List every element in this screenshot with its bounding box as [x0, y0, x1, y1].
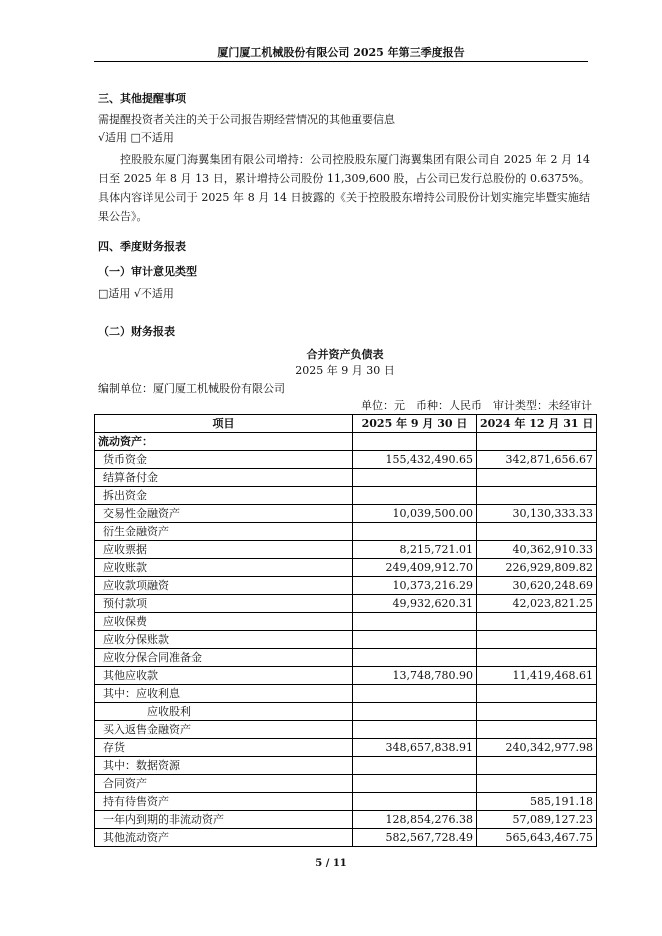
row-label: 合同资产: [95, 775, 353, 793]
units-note: 单位：元 币种：人民币 审计类型：未经审计: [361, 399, 592, 412]
audit-opinion-heading: （一）审计意见类型: [98, 265, 197, 278]
table-row: [95, 721, 597, 739]
table-row: [95, 775, 597, 793]
row-value-2025: [353, 721, 477, 739]
row-label: 存货: [95, 739, 353, 757]
row-value-2025: [353, 613, 477, 631]
page-number: 5 / 11: [315, 858, 347, 869]
row-value-2024: [477, 487, 597, 505]
financial-statements-heading: （二）财务报表: [98, 325, 175, 338]
row-label: 一年内到期的非流动资产: [95, 811, 353, 829]
row-value-2024: 30,620,248.69: [477, 577, 597, 595]
row-value-2024: 585,191.18: [477, 793, 597, 811]
row-value-2025: [353, 487, 477, 505]
row-label: 持有待售资产: [95, 793, 353, 811]
row-label: 其中：应收利息: [95, 685, 353, 703]
section3-paragraph: 控股股东厦门海翼集团有限公司增持：公司控股股东厦门海翼集团有限公司自 2025 年 2 月 14 日至 2025 年 8 月 13 日，累计增持公司股份 11,309,600 股，占公司已发行总股份的 0.6375%。具体内容详见公司于 2025 年 8 月 14 日披露的《关于控股股东增持公司股份计划实施完毕暨实施结果公告》。: [98, 153, 590, 223]
table-row: [95, 811, 597, 829]
table-section-row: [95, 433, 597, 451]
row-label: 结算备付金: [95, 469, 353, 487]
table-row: [95, 757, 597, 775]
table-row: [95, 829, 597, 847]
row-value-2024: [477, 631, 597, 649]
table-row: [95, 595, 597, 613]
row-label: 买入返售金融资产: [95, 721, 353, 739]
table-row: [95, 541, 597, 559]
table-header-row: [95, 415, 597, 433]
row-value-2025: 348,657,838.91: [353, 739, 477, 757]
section4-heading: 四、季度财务报表: [98, 240, 186, 253]
row-label: 应收保费: [95, 613, 353, 631]
table-row: [95, 631, 597, 649]
section3-heading: 三、其他提醒事项: [98, 92, 186, 105]
row-label: 交易性金融资产: [95, 505, 353, 523]
table-row: [95, 469, 597, 487]
row-label: 衍生金融资产: [95, 523, 353, 541]
row-value-2025: [353, 703, 477, 721]
row-value-2024: 40,362,910.33: [477, 541, 597, 559]
row-value-2024: [477, 523, 597, 541]
table-row: [95, 649, 597, 667]
table-row: [95, 451, 597, 469]
table-row: [95, 667, 597, 685]
table-row: [95, 523, 597, 541]
empty-cell: [353, 433, 477, 451]
balance-sheet-table: [94, 414, 597, 847]
table-row: [95, 793, 597, 811]
row-value-2024: 30,130,333.33: [477, 505, 597, 523]
row-value-2025: 10,373,216.29: [353, 577, 477, 595]
row-value-2025: 128,854,276.38: [353, 811, 477, 829]
row-value-2025: 10,039,500.00: [353, 505, 477, 523]
row-value-2024: 226,929,809.82: [477, 559, 597, 577]
row-value-2025: [353, 757, 477, 775]
table-row: [95, 613, 597, 631]
row-value-2024: [477, 775, 597, 793]
row-value-2025: 49,932,620.31: [353, 595, 477, 613]
table-row: [95, 739, 597, 757]
row-label: 应收分保账款: [95, 631, 353, 649]
row-value-2024: [477, 613, 597, 631]
table-row: [95, 487, 597, 505]
empty-cell: [477, 433, 597, 451]
compiler-unit: 编制单位：厦门厦工机械股份有限公司: [98, 382, 285, 395]
row-value-2024: [477, 469, 597, 487]
row-value-2024: [477, 703, 597, 721]
row-label: 应收账款: [95, 559, 353, 577]
row-label: 其他应收款: [95, 667, 353, 685]
row-value-2025: [353, 685, 477, 703]
row-value-2025: 582,567,728.49: [353, 829, 477, 847]
header-2024: 2024 年 12 月 31 日: [477, 415, 597, 433]
row-label: 其中：数据资源: [95, 757, 353, 775]
row-label: 其他流动资产: [95, 829, 353, 847]
row-label: 预付款项: [95, 595, 353, 613]
row-label: 应收股利: [95, 703, 353, 721]
row-value-2025: [353, 793, 477, 811]
header-2025: 2025 年 9 月 30 日: [353, 415, 477, 433]
row-value-2025: [353, 775, 477, 793]
table-row: [95, 577, 597, 595]
row-value-2025: [353, 631, 477, 649]
audit-opinion-applicability: □适用 √不适用: [98, 287, 174, 300]
row-value-2025: 249,409,912.70: [353, 559, 477, 577]
table-row: [95, 559, 597, 577]
row-value-2025: [353, 469, 477, 487]
row-value-2024: [477, 757, 597, 775]
section-label: 流动资产：: [95, 433, 353, 451]
row-label: 拆出资金: [95, 487, 353, 505]
row-value-2024: [477, 649, 597, 667]
row-value-2024: 565,643,467.75: [477, 829, 597, 847]
row-value-2025: [353, 523, 477, 541]
row-value-2024: 342,871,656.67: [477, 451, 597, 469]
row-value-2024: 42,023,821.25: [477, 595, 597, 613]
row-value-2024: [477, 721, 597, 739]
page-header: 厦门厦工机械股份有限公司 2025 年第三季度报告: [217, 46, 465, 59]
section3-intro: 需提醒投资者关注的关于公司报告期经营情况的其他重要信息: [98, 113, 395, 126]
row-value-2025: 8,215,721.01: [353, 541, 477, 559]
row-value-2025: 155,432,490.65: [353, 451, 477, 469]
table-row: [95, 685, 597, 703]
section3-applicability: √适用 □不适用: [98, 131, 174, 144]
row-value-2024: 57,089,127.23: [477, 811, 597, 829]
row-value-2025: [353, 649, 477, 667]
table-row: [95, 703, 597, 721]
row-label: 应收票据: [95, 541, 353, 559]
row-label: 应收分保合同准备金: [95, 649, 353, 667]
table-date: 2025 年 9 月 30 日: [295, 364, 395, 377]
header-divider: [94, 61, 588, 62]
row-value-2024: [477, 685, 597, 703]
row-value-2024: 11,419,468.61: [477, 667, 597, 685]
table-row: [95, 505, 597, 523]
row-value-2024: 240,342,977.98: [477, 739, 597, 757]
header-item: 项目: [95, 415, 353, 433]
row-value-2025: 13,748,780.90: [353, 667, 477, 685]
row-label: 货币资金: [95, 451, 353, 469]
row-label: 应收款项融资: [95, 577, 353, 595]
table-title: 合并资产负债表: [306, 348, 384, 361]
